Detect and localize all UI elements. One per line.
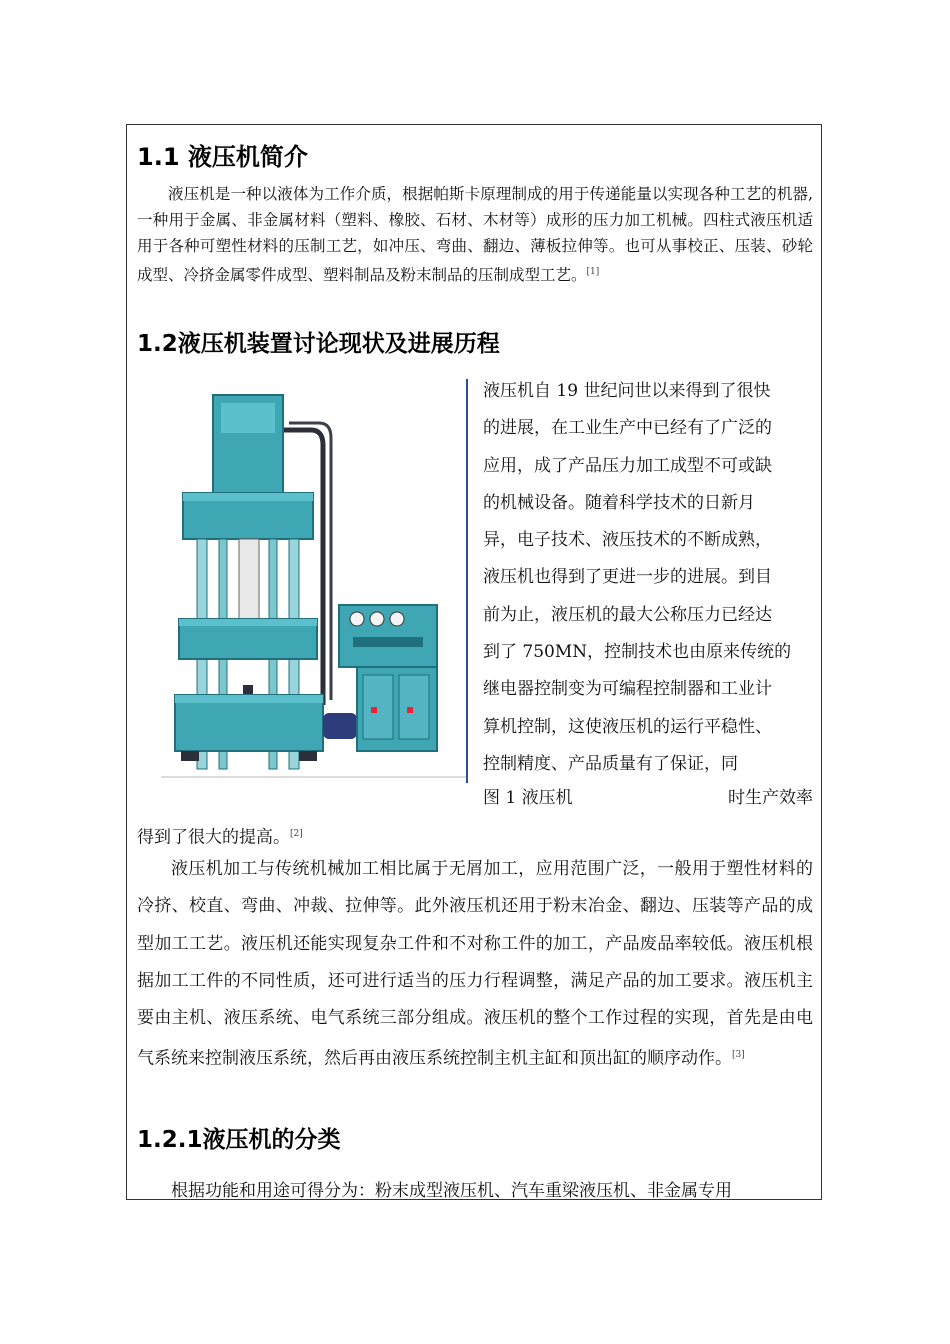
hydraulic-press-illustration [161,375,467,785]
section-heading-1-2-1: 1.2.1液压机的分类 [137,1127,341,1153]
wrap-line: 液压机也得到了更进一步的进展。到目 [483,567,772,588]
section-heading-1-2: 1.2液压机装置讨论现状及进展历程 [137,331,500,357]
wrap-line: 的机械设备。随着科学技术的日新月 [483,492,755,513]
citation-3: [3] [732,1050,745,1061]
intro-paragraph [137,181,813,288]
section-heading-1-1: 1.1 液压机简介 [137,143,308,171]
figure-caption: 图 1 液压机 [483,788,573,808]
wrap-line: 继电器控制变为可编程控制器和工业计 [483,679,772,700]
classification-paragraph: 根据功能和用途可得分为：粉末成型液压机、汽车重梁液压机、非金属专用 [171,1181,732,1200]
caption-continuation-text: 时生产效率 [728,788,813,808]
tail-text: 得到了很大的提高。 [137,827,290,848]
body-paragraph [137,851,813,1078]
wrap-line: 应用，成了产品压力加工成型不可或缺 [483,455,772,476]
body-text: 液压机加工与传统机械加工相比属于无屑加工，应用范围广泛，一般用于塑性材料的冷挤、校直、弯曲、冲裁、拉伸等。此外液压机还用于粉末冶金、翻边、压装等产品的成型加工工艺。液压机还能实现复杂工件和不对称工件的加工，产品废品率较低。液压机根据加工工件的不同性质，还可进行适当的压力行程调整，满足产品的加工要求。液压机主要由主机、液压系统、电气系统三部分组成。液压机的整个工作过程的实现，首先是由电气系统来控制液压系统，然后再由液压系统控制主机主缸和顶出缸的顺序动作。 [137,859,813,1070]
intro-text: 液压机是一种以液体为工作介质，根据帕斯卡原理制成的用于传递能量以实现各种工艺的机器,一种用于金属、非金属材料（塑料、橡胶、石材、木材等）成形的压力加工机械。四柱式液压机适用于各种可塑性材料的压制工艺，如冲压、弯曲、翻边、薄板拉伸等。也可从事校正、压装、砂轮成型、冷挤金属零件成型、塑料制品及粉末制品的压制成型工艺。 [137,185,813,285]
wrap-line: 控制精度、产品质量有了保证，同 [483,753,738,774]
figure-divider-rule [466,379,468,783]
wrapped-text-block [483,373,813,783]
wrap-line: 的进展，在工业生产中已经有了广泛的 [483,418,772,439]
wrap-line: 到了 750MN，控制技术也由原来传统的 [483,642,792,663]
citation-1: [1] [586,267,600,277]
document-frame [126,124,822,1200]
wrap-line: 前为止，液压机的最大公称压力已经达 [483,604,772,625]
wrap-line: 异，电子技术、液压技术的不断成熟， [483,530,772,551]
citation-2: [2] [290,829,303,839]
wrap-line: 算机控制，这使液压机的运行平稳性、 [483,716,772,737]
wrap-line: 液压机自 19 世纪问世以来得到了很快 [483,381,771,401]
hydraulic-press-figure [161,375,467,785]
